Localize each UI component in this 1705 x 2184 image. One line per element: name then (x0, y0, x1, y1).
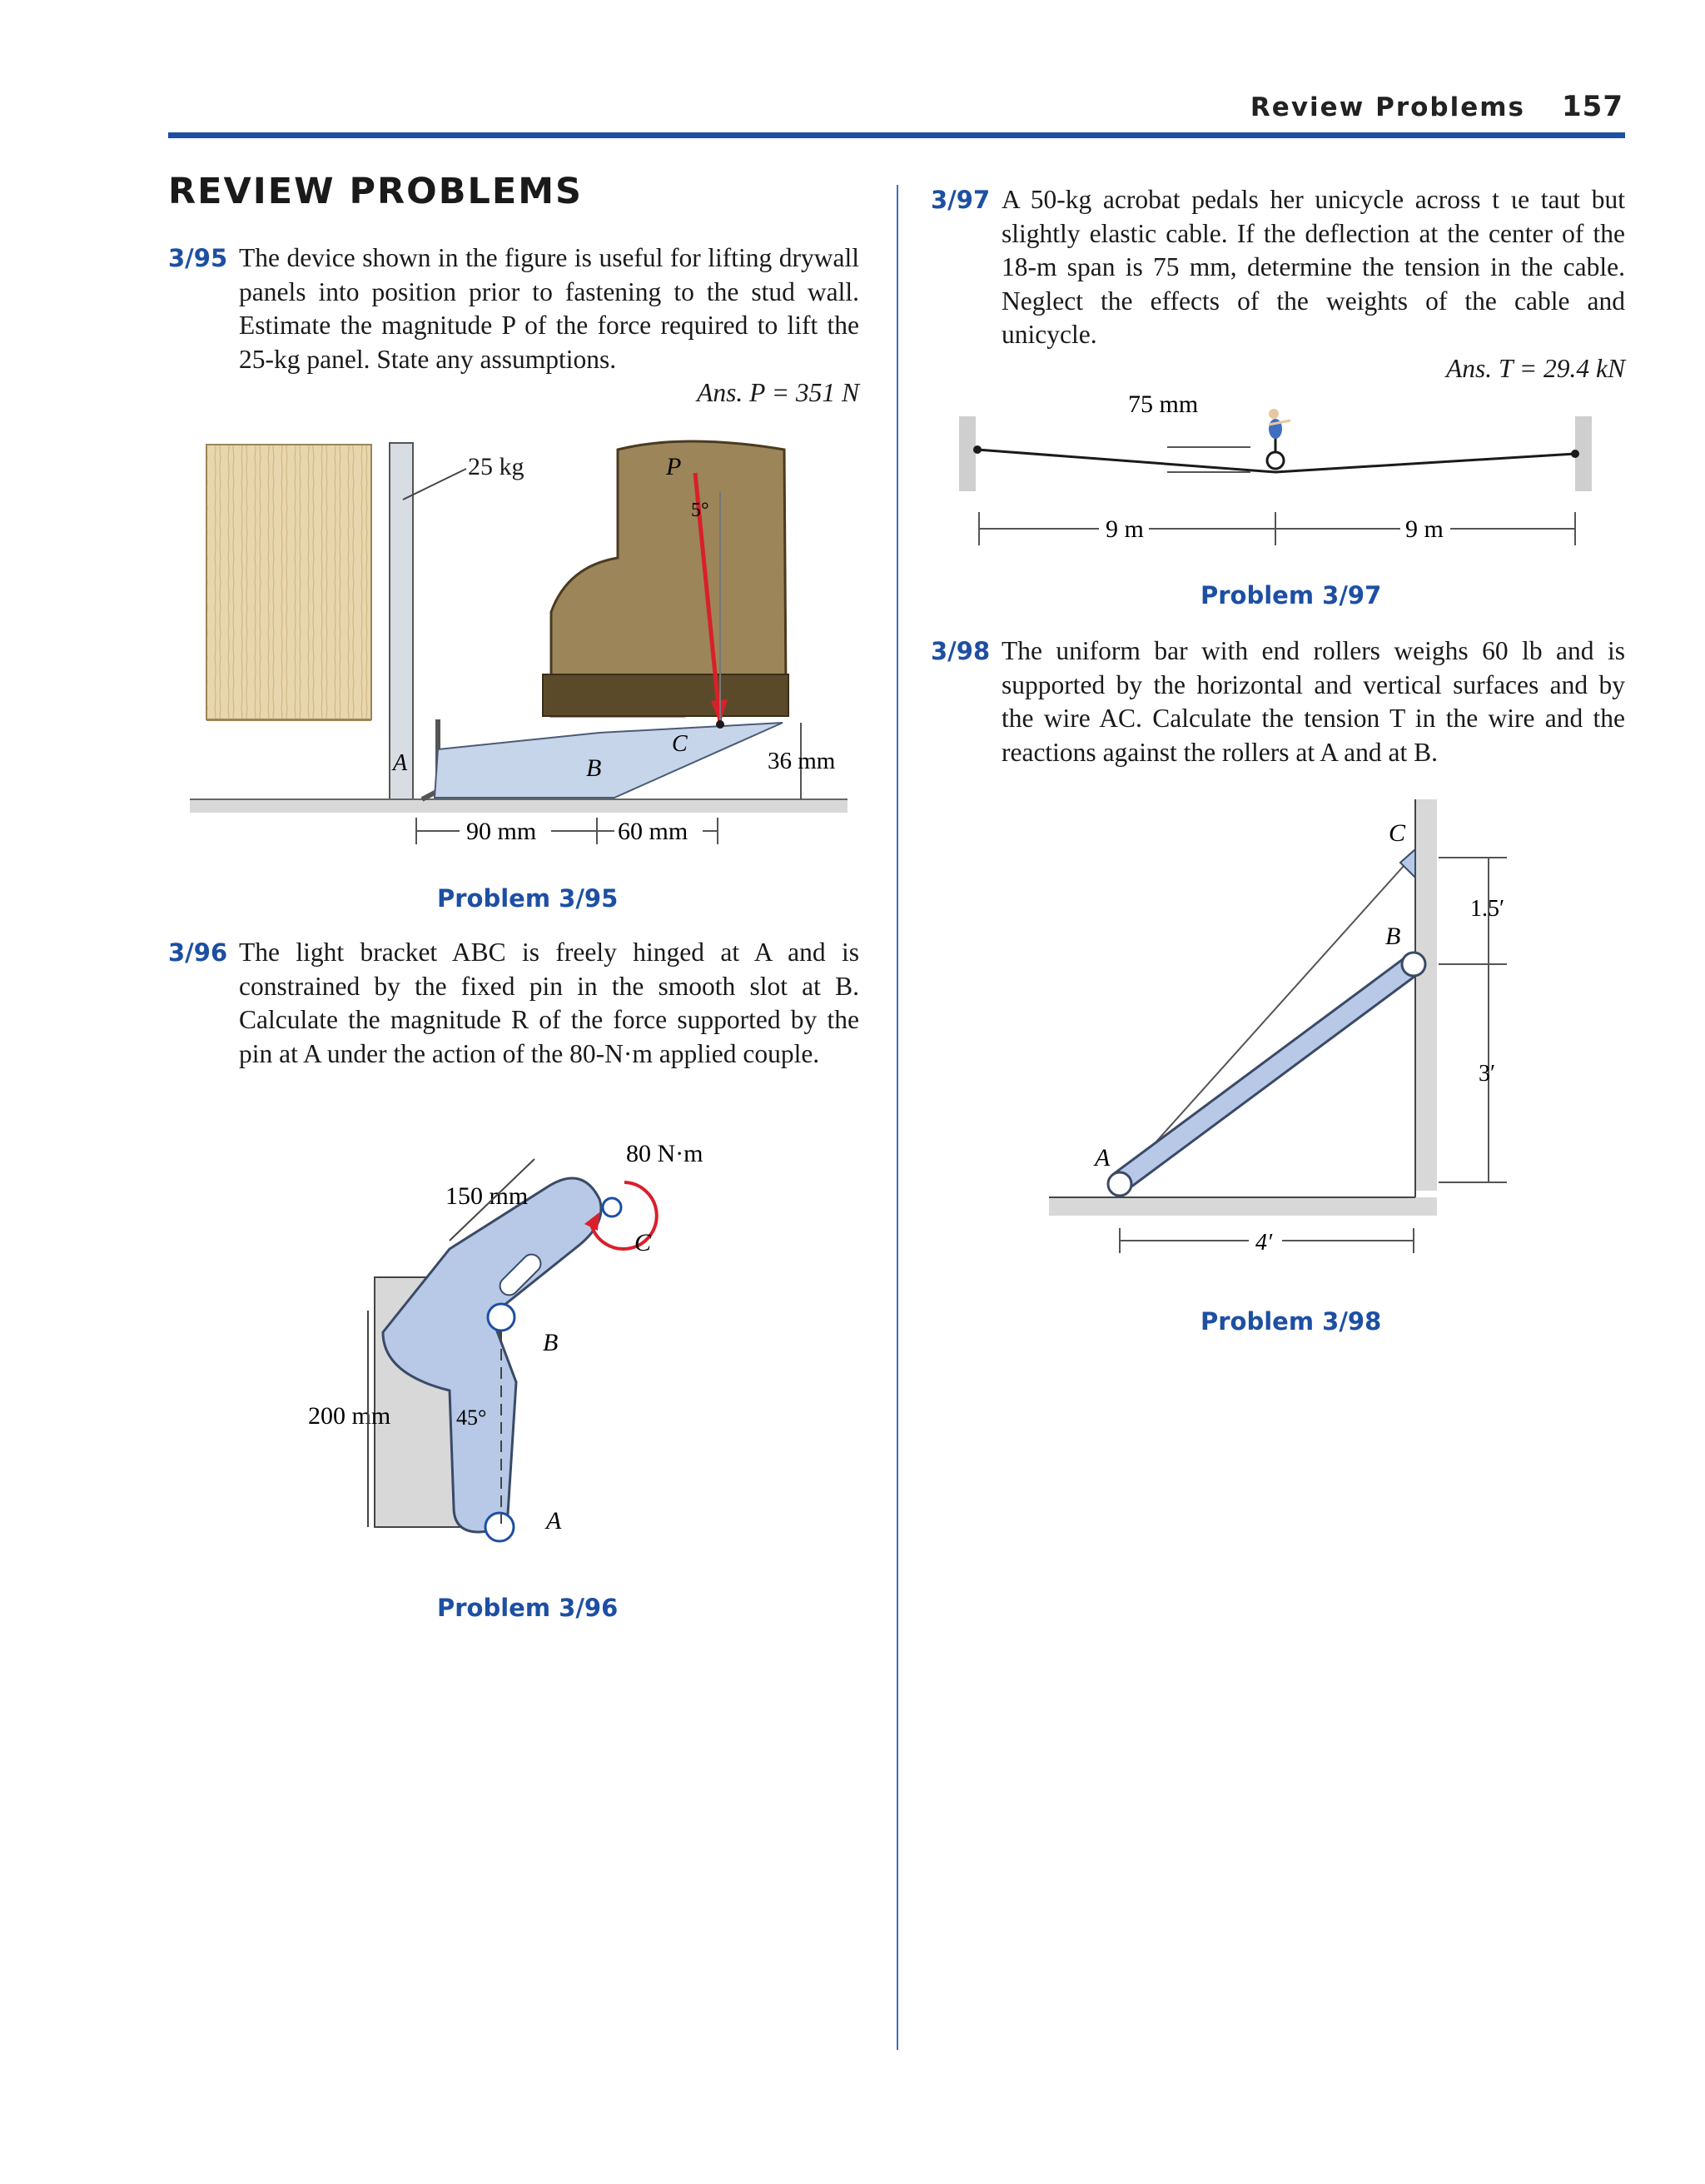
problem-text: The device shown in the figure is useful for lifting drywall panels into position prior to fastening to the stud wall. Estimate the magnitude P of the force required to lift the 25-kg panel. State any assumptions. (239, 243, 859, 374)
problem-text: A 50-kg acrobat pedals her unicycle across t ιe taut but slightly elastic cable. If the deflection at the center of the 18-m span is 75 mm, determine the tension in the cable. Neglect the effects of the weights of the cable and unicycle. (1002, 185, 1625, 349)
caption-3-97: Problem 3/97 (1200, 581, 1382, 609)
label-span-left: 9 m (1106, 515, 1144, 543)
caption-3-96: Problem 3/96 (437, 1594, 619, 1622)
running-head (1250, 90, 1623, 123)
label-a: A (393, 750, 408, 776)
problem-3-95 (168, 241, 859, 410)
running-head-title: Review Problems (1250, 92, 1526, 122)
roller-b (1402, 953, 1425, 976)
point-c (603, 1198, 621, 1216)
label-deflection: 75 mm (1128, 391, 1199, 418)
caption-3-95: Problem 3/95 (437, 884, 619, 913)
label-dim-left: 90 mm (466, 818, 537, 845)
problem-answer: Ans. P = 351 N (697, 378, 859, 407)
acrobat-unicycle (1267, 409, 1290, 469)
problem-number: 3/95 (168, 244, 228, 272)
label-b: B (543, 1329, 559, 1356)
label-b: B (1385, 923, 1401, 950)
pin-b (488, 1304, 514, 1331)
section-title: REVIEW PROBLEMS (168, 171, 584, 212)
problem-3-96 (168, 936, 859, 1071)
column-divider (897, 185, 898, 2050)
label-b: B (586, 754, 602, 782)
problem-text: The light bracket ABC is freely hinged at A and is constrained by the fixed pin in the smooth slot at B. Calculate the magnitude R of the force supported by the pin at A under the action of the 80-N·m applied couple. (239, 938, 859, 1068)
problem-answer: Ans. T = 29.4 kN (1446, 353, 1625, 383)
label-dim-height: 36 mm (768, 748, 836, 774)
figure-3-96 (308, 1132, 733, 1574)
wire-ac (1120, 858, 1411, 1182)
label-angle: 5° (691, 500, 709, 521)
bar-ab (1120, 964, 1414, 1182)
label-a: A (1095, 1144, 1111, 1172)
stud-wall (206, 445, 371, 719)
problem-number: 3/97 (931, 186, 991, 214)
problem-3-98 (931, 634, 1625, 769)
lifter-bar (435, 723, 783, 798)
label-dim-top: 1.5′ (1470, 896, 1505, 922)
label-force-p: P (666, 453, 682, 480)
problem-text: The uniform bar with end rollers weighs 60 lb and is supported by the horizontal and vertical surfaces and by the wire AC. Calculate the tension T in the wire and the reactions against the rollers at A and at B. (1002, 636, 1625, 767)
label-c: C (1389, 819, 1406, 847)
figure-3-95 (185, 433, 867, 849)
problem-number: 3/96 (168, 938, 228, 967)
label-dim-height: 200 mm (308, 1402, 391, 1430)
problem-3-97 (931, 183, 1625, 386)
label-dim-mid: 3′ (1479, 1061, 1496, 1087)
label-span-right: 9 m (1405, 515, 1444, 543)
figure-3-97 (949, 379, 1607, 570)
vertical-wall (1415, 799, 1437, 1191)
label-dim-arm: 150 mm (445, 1182, 529, 1210)
header-rule (168, 132, 1625, 138)
label-dim-right: 60 mm (618, 818, 688, 845)
floor (1049, 1197, 1437, 1216)
label-couple: 80 N·m (626, 1140, 703, 1167)
floor (190, 799, 848, 813)
label-c: C (634, 1229, 652, 1256)
label-c: C (672, 731, 688, 757)
label-a: A (546, 1507, 562, 1535)
hinge-a (485, 1513, 514, 1541)
caption-3-98: Problem 3/98 (1200, 1307, 1382, 1336)
label-angle: 45° (456, 1405, 487, 1430)
label-mass: 25 kg (468, 453, 524, 480)
left-post (959, 416, 976, 491)
problem-number: 3/98 (931, 637, 991, 665)
page-number: 157 (1562, 90, 1623, 123)
roller-a (1108, 1172, 1131, 1196)
figure-3-98 (1041, 791, 1532, 1291)
label-dim-base: 4′ (1255, 1230, 1273, 1256)
